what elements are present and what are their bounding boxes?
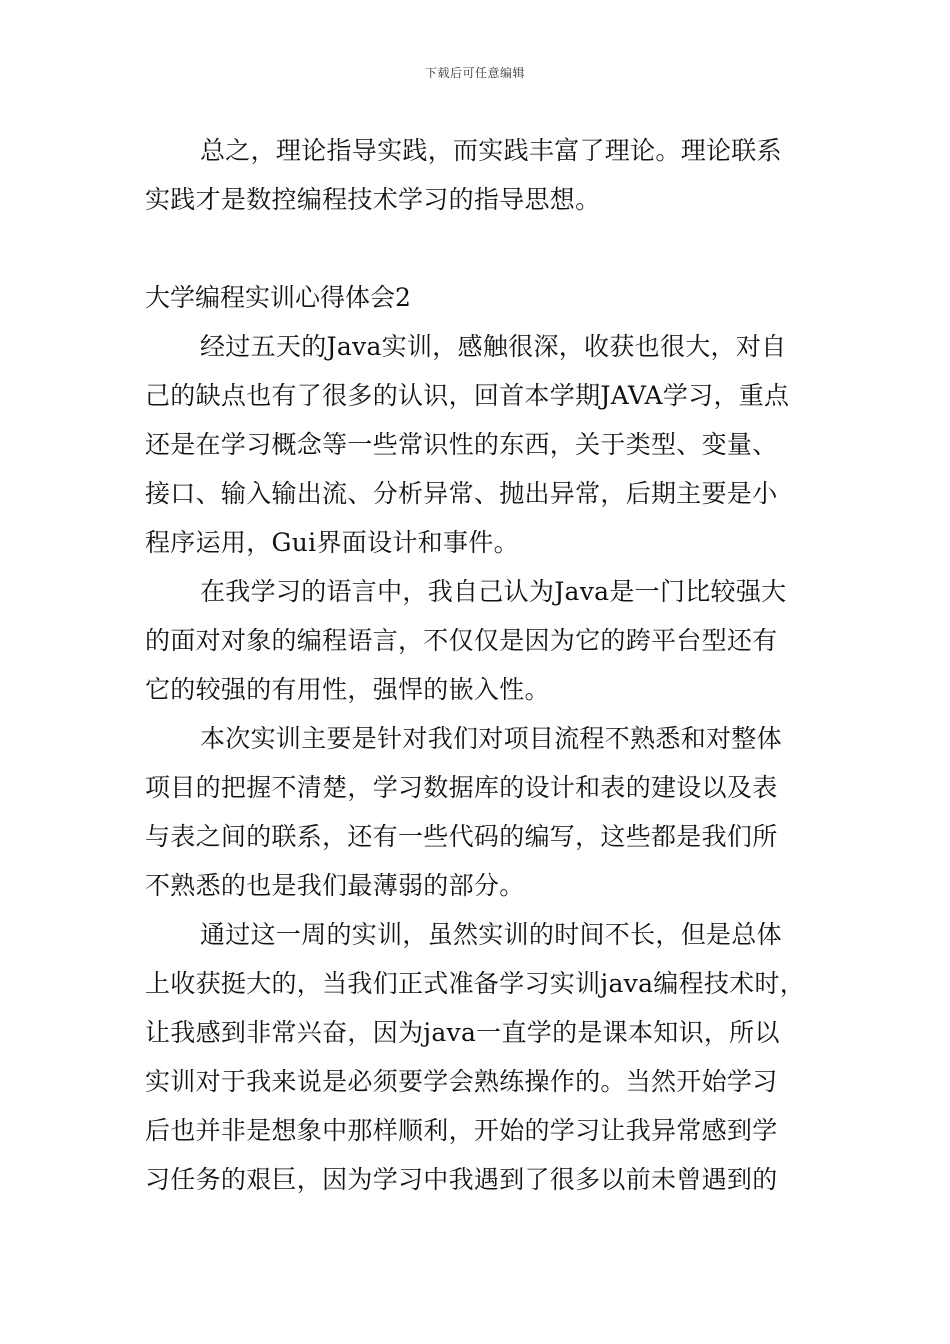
paragraph-line: 实践才是数控编程技术学习的指导思想。 xyxy=(145,185,601,214)
paragraph-line: 己的缺点也有了很多的认识，回首本学期JAVA学习，重点 xyxy=(145,381,790,410)
paragraph-line: 项目的把握不清楚，学习数据库的设计和表的建设以及表 xyxy=(145,773,778,802)
paragraph-line: 的面对对象的编程语言，不仅仅是因为它的跨平台型还有 xyxy=(145,626,778,655)
paragraph-line: 上收获挺大的，当我们正式准备学习实训java编程技术时， xyxy=(145,969,806,998)
page-header: 下载后可任意编辑 xyxy=(424,66,525,80)
paragraph-java-language xyxy=(145,567,810,714)
document-body xyxy=(145,126,810,1204)
section-spacer xyxy=(145,224,810,273)
paragraph-conclusion xyxy=(145,126,810,224)
paragraph-line: 实训对于我来说是必须要学会熟练操作的。当然开始学习 xyxy=(145,1067,778,1096)
paragraph-line: 后也并非是想象中那样顺利，开始的学习让我异常感到学 xyxy=(145,1116,778,1145)
paragraph-line: 经过五天的Java实训，感触很深，收获也很大，对自 xyxy=(200,332,787,361)
paragraph-line: 不熟悉的也是我们最薄弱的部分。 xyxy=(145,871,525,900)
paragraph-line: 在我学习的语言中，我自己认为Java是一门比较强大 xyxy=(200,577,787,606)
paragraph-week-summary xyxy=(145,910,810,1204)
paragraph-line: 通过这一周的实训，虽然实训的时间不长，但是总体 xyxy=(200,920,782,949)
paragraph-line: 总之，理论指导实践，而实践丰富了理论。理论联系 xyxy=(200,136,782,165)
paragraph-line: 还是在学习概念等一些常识性的东西，关于类型、变量、 xyxy=(145,430,778,459)
paragraph-line: 让我感到非常兴奋，因为java一直学的是课本知识，所以 xyxy=(145,1018,780,1047)
paragraph-java-training xyxy=(145,322,810,567)
paragraph-line: 程序运用，Gui界面设计和事件。 xyxy=(145,528,519,557)
paragraph-line: 与表之间的联系，还有一些代码的编写，这些都是我们所 xyxy=(145,822,778,851)
section-title: 大学编程实训心得体会2 xyxy=(145,283,411,312)
paragraph-line: 习任务的艰巨，因为学习中我遇到了很多以前未曾遇到的 xyxy=(145,1165,778,1194)
paragraph-line: 本次实训主要是针对我们对项目流程不熟悉和对整体 xyxy=(200,724,782,753)
paragraph-line: 它的较强的有用性，强悍的嵌入性。 xyxy=(145,675,550,704)
paragraph-training-focus xyxy=(145,714,810,910)
paragraph-line: 接口、输入输出流、分析异常、抛出异常，后期主要是小 xyxy=(145,479,778,508)
